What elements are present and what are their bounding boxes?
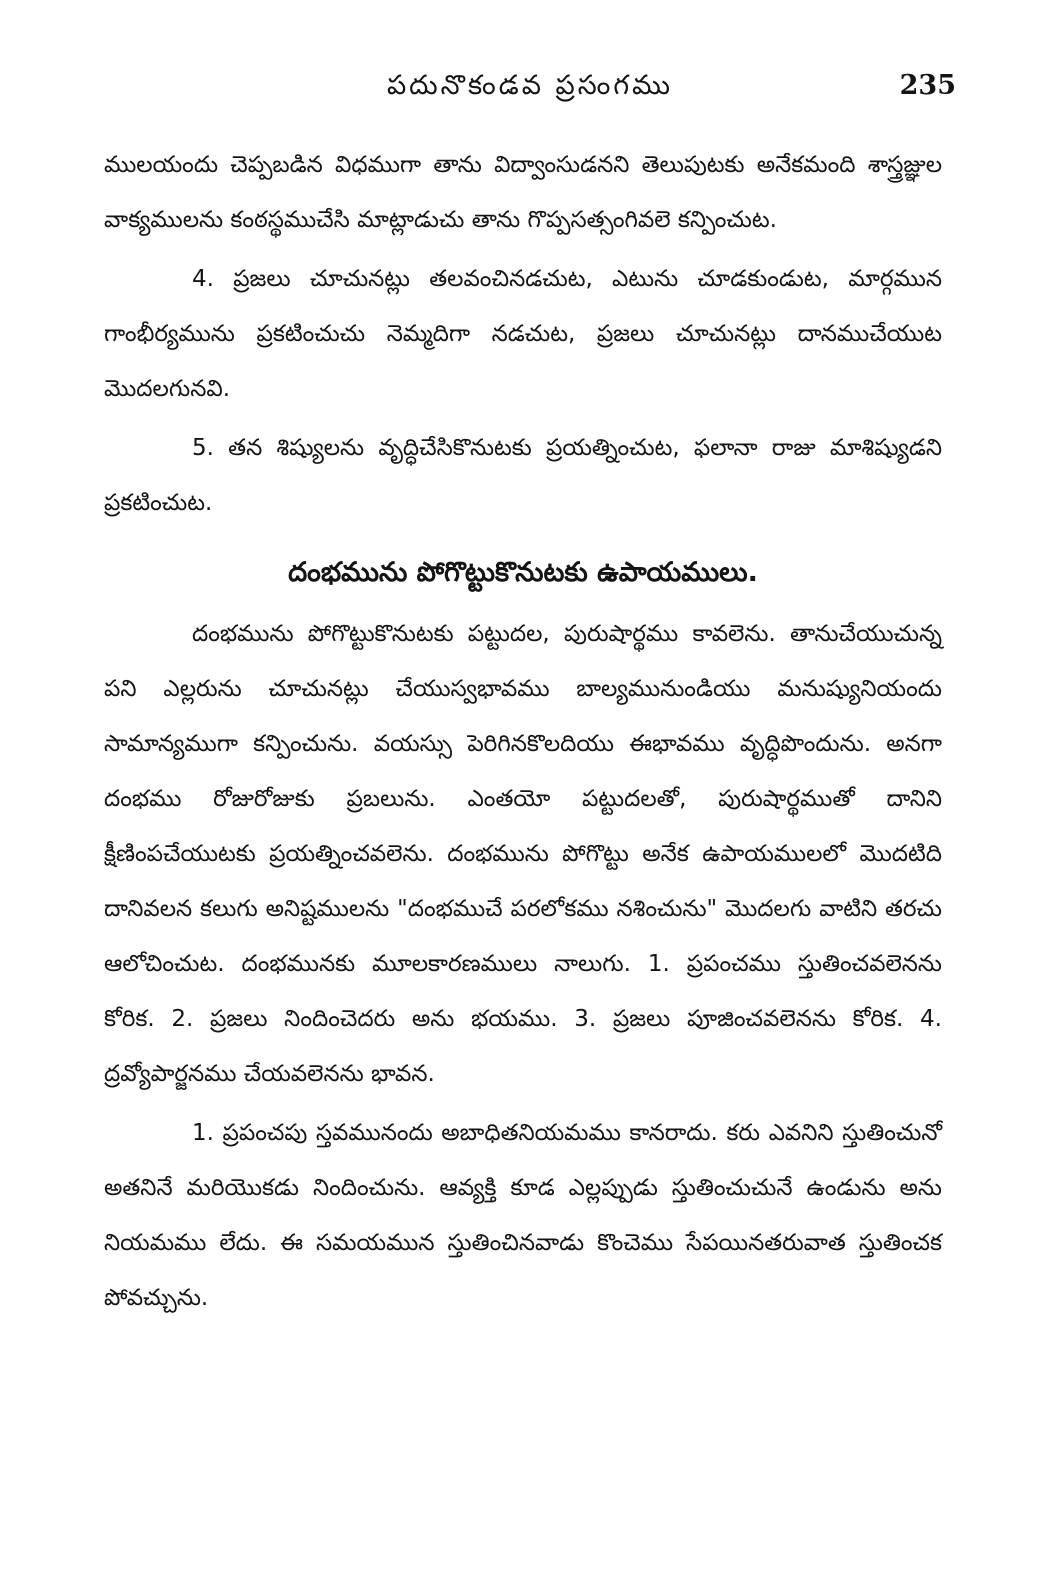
paragraph-continuation: ములయందు చెప్పబడిన విధముగా తాను విద్వాంసుడనని తెలుపుటకు అనేకమంది శాస్త్రజ్ఞుల వాక్యములను కంఠస్థముచేసి మాట్లాడుచు తాను గొప్పసత్సంగివలె కన్పించుట. — [104, 152, 942, 233]
section-heading: దంభమును పోగొట్టుకొనుటకు ఉపాయములు. — [288, 557, 758, 588]
body-text — [104, 138, 942, 1326]
page-header — [100, 66, 960, 110]
paragraph-praise: 1. ప్రపంచపు స్తవమునందు అబాధితనియమము కానరాదు. కరు ఎవనిని స్తుతించునో అతనినే మరియొకడు నిందించును. ఆవ్యక్తి కూడ ఎల్లప్పుడు స్తుతించుచునే ఉండును అను నియమము లేదు. ఈ సమయమున స్తుతించినవాడు కొంచెము సేపయినతరువాత స్తుతించక పోవచ్చును. — [104, 1120, 942, 1311]
running-title: పదునొకండవ ప్రసంగము — [386, 70, 673, 101]
page-number: 235 — [899, 70, 956, 101]
paragraph-item-4: 4. ప్రజలు చూచునట్లు తలవంచినడచుట, ఎటును చూడకుండుట, మార్గమున గాంభీర్యమును ప్రకటించుచు నెమ్మదిగా నడచుట, ప్రజలు చూచునట్లు దానముచేయుట మొదలగునవి. — [104, 266, 942, 402]
paragraph-remedies: దంభమును పోగొట్టుకొనుటకు పట్టుదల, పురుషార్థము కావలెను. తానుచేయుచున్న పని ఎల్లరును చూచునట్లు చేయుస్వభావము బాల్యమునుండియు మనుష్యునియందు సామాన్యముగా కన్పించును. వయస్సు పెరిగినకొలదియు ఈభావము వృద్ధిపొందును. అనగా దంభము రోజురోజుకు ప్రబలును. ఎంతయో పట్టుదలతో, పురుషార్థముతో దానిని క్షీణింపచేయుటకు ప్రయత్నించవలెను. దంభమును పోగొట్టు అనేక ఉపాయములలో మొదటిది దానివలన కలుగు అనిష్టములను "దంభముచే పరలోకము నశించును" మొదలగు వాటిని తరచు ఆలోచించుట. దంభమునకు మూలకారణములు నాలుగు. 1. ప్రపంచము స్తుతించవలెనను కోరిక. 2. ప్రజలు నిందించెదరు అను భయము. 3. ప్రజలు పూజించవలెనను కోరిక. 4. ద్రవ్యోపార్జనము చేయవలెనను భావన. — [104, 621, 942, 1087]
paragraph-item-5: 5. తన శిష్యులను వృద్ధిచేసికొనుటకు ప్రయత్నించుట, ఫలానా రాజు మాశిష్యుడని ప్రకటించుట. — [104, 435, 942, 516]
